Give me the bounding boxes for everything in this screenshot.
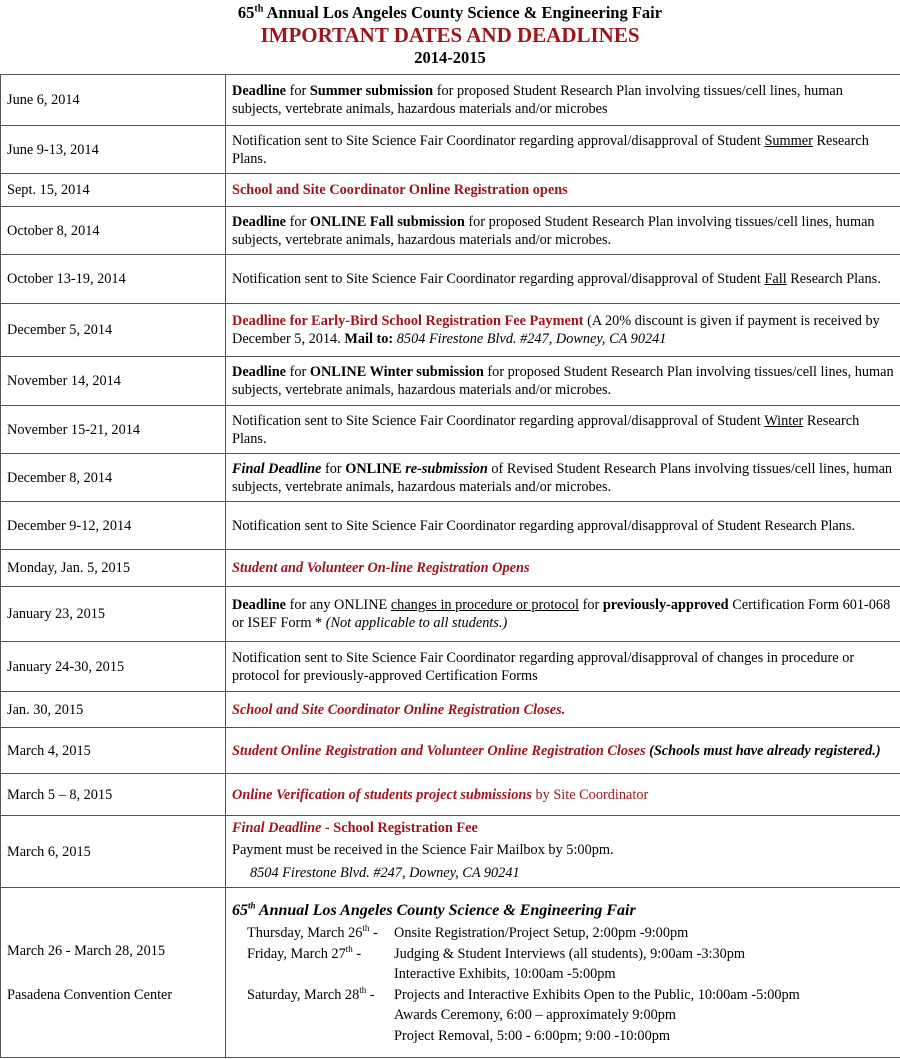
description-cell: Deadline for Early-Bird School Registration Fee Payment (A 20% discount is given if payment is received by December 5, 2014. Mail to: 8504 Firestone Blvd. #247, Downey, CA 90241: [226, 304, 900, 357]
fair-heading: 65th Annual Los Angeles County Science & Engineering Fair: [232, 900, 636, 919]
description-cell: Deadline for ONLINE Fall submission for proposed Student Research Plan involving tissues/cell lines, human subjects, vertebrate animals, hazardous materials and/or microbes.: [226, 207, 900, 255]
date-cell: November 14, 2014: [1, 357, 226, 406]
date-cell: December 5, 2014: [1, 304, 226, 357]
date-cell: Jan. 30, 2015: [1, 692, 226, 728]
date-cell: Monday, Jan. 5, 2015: [1, 550, 226, 587]
date-cell: October 8, 2014: [1, 207, 226, 255]
table-row: [1, 587, 900, 642]
table-row: [1, 75, 900, 126]
fair-schedule: [232, 923, 894, 1046]
table-row: [1, 454, 900, 502]
date-cell: March 5 – 8, 2015: [1, 774, 226, 816]
schedule-day: Saturday, March 28th - Projects and Interactive Exhibits Open to the Public, 10:00am -5:00pm Awards Ceremony, 6:00 – approximately 9:00pm Project Removal, 5:00 - 6:00pm; 9:00 -10:00pm: [247, 984, 800, 1044]
date-cell: March 4, 2015: [1, 728, 226, 774]
description-cell: Final Deadline for ONLINE re-submission of Revised Student Research Plans involving tissues/cell lines, human subjects, vertebrate animals, hazardous materials and/or microbes.: [226, 454, 900, 502]
table-row: [1, 255, 900, 304]
table-row: [1, 550, 900, 587]
description-cell: Deadline for Summer submission for proposed Student Research Plan involving tissues/cell lines, human subjects, vertebrate animals, hazardous materials and/or microbes: [226, 75, 900, 126]
table-row: [1, 888, 900, 1058]
page-title: IMPORTANT DATES AND DEADLINES: [260, 23, 640, 47]
description-cell: Notification sent to Site Science Fair Coordinator regarding approval/disapproval of Student Fall Research Plans.: [226, 255, 900, 304]
description-cell: Notification sent to Site Science Fair Coordinator regarding approval/disapproval of Student Winter Research Plans.: [226, 406, 900, 454]
description-cell: Final Deadline - School Registration Fee Payment must be received in the Science Fair Mailbox by 5:00pm. 8504 Firestone Blvd. #247, Downey, CA 90241: [226, 816, 900, 888]
fair-location: Pasadena Convention Center: [7, 986, 173, 1003]
table-row: [1, 692, 900, 728]
page-header: [0, 0, 900, 74]
description-cell: Notification sent to Site Science Fair Coordinator regarding approval/disapproval of Student Summer Research Plans.: [226, 126, 900, 174]
table-row: [1, 406, 900, 454]
table-row: [1, 816, 900, 888]
table-row: [1, 126, 900, 174]
description-cell: Student and Volunteer On-line Registration Opens: [226, 550, 900, 587]
description-cell: Notification sent to Site Science Fair Coordinator regarding approval/disapproval of changes in procedure or protocol for previously-approved Certification Forms: [226, 642, 900, 692]
description-cell: Deadline for ONLINE Winter submission for proposed Student Research Plan involving tissues/cell lines, human subjects, vertebrate animals, hazardous materials and/or microbes.: [226, 357, 900, 406]
dates-table: [0, 74, 900, 1058]
description-cell: Deadline for any ONLINE changes in procedure or protocol for previously-approved Certification Form 601-068 or ISEF Form * (Not applicable to all students.): [226, 587, 900, 642]
date-cell: January 23, 2015: [1, 587, 226, 642]
description-cell: [226, 888, 900, 1058]
date-cell: June 6, 2014: [1, 75, 226, 126]
description-cell: Online Verification of students project submissions by Site Coordinator: [226, 774, 900, 816]
school-year: 2014-2015: [414, 48, 486, 67]
table-row: [1, 207, 900, 255]
date-cell: January 24-30, 2015: [1, 642, 226, 692]
date-cell: Sept. 15, 2014: [1, 174, 226, 207]
date-cell: November 15-21, 2014: [1, 406, 226, 454]
date-cell: [1, 888, 226, 1058]
table-row: [1, 642, 900, 692]
description-cell: Student Online Registration and Volunteer Online Registration Closes (Schools must have already registered.): [226, 728, 900, 774]
date-cell: October 13-19, 2014: [1, 255, 226, 304]
fair-date: March 26 - March 28, 2015: [7, 942, 166, 959]
table-row: [1, 304, 900, 357]
schedule-day: Thursday, March 26th - Onsite Registration/Project Setup, 2:00pm -9:00pm: [247, 923, 689, 941]
date-cell: March 6, 2015: [1, 816, 226, 888]
description-cell: School and Site Coordinator Online Registration opens: [226, 174, 900, 207]
description-cell: School and Site Coordinator Online Registration Closes.: [226, 692, 900, 728]
date-cell: December 8, 2014: [1, 454, 226, 502]
table-row: [1, 502, 900, 550]
table-row: [1, 357, 900, 406]
table-row: [1, 774, 900, 816]
table-row: [1, 174, 900, 207]
fair-title: 65th Annual Los Angeles County Science & Engineering Fair: [237, 3, 663, 22]
date-cell: December 9-12, 2014: [1, 502, 226, 550]
date-cell: June 9-13, 2014: [1, 126, 226, 174]
description-cell: Notification sent to Site Science Fair Coordinator regarding approval/disapproval of Student Research Plans.: [226, 502, 900, 550]
table-row: [1, 728, 900, 774]
schedule-day: Friday, March 27th - Judging & Student Interviews (all students), 9:00am -3:30pm Interactive Exhibits, 10:00am -5:00pm: [247, 943, 746, 982]
